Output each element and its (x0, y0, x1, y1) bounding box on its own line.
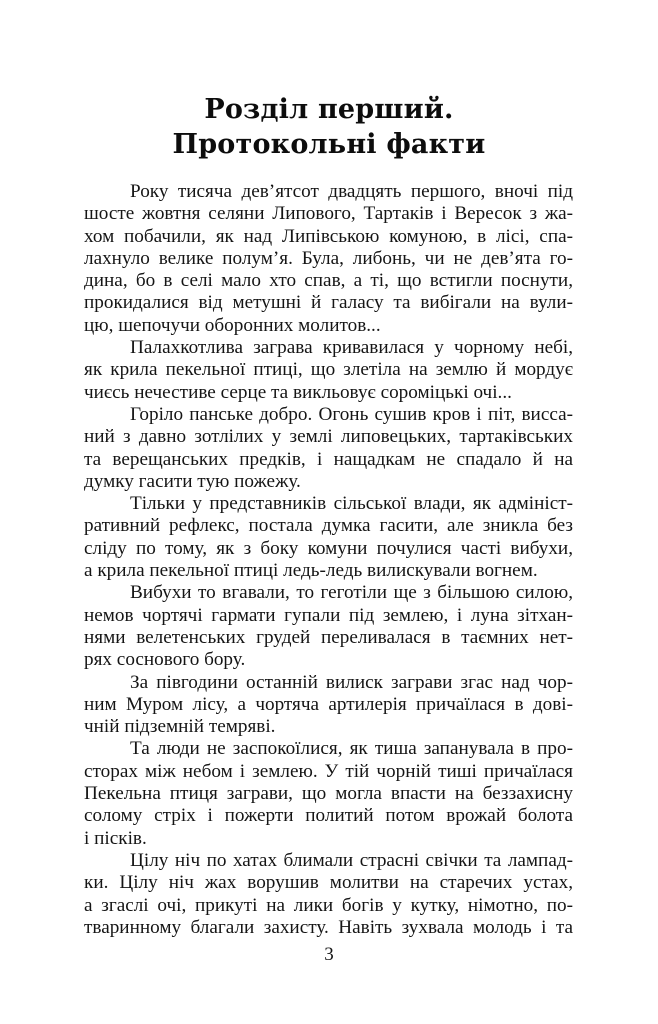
text-line: прокидалися від метушні й галасу та вибігали на вули- (84, 292, 573, 314)
text-line: а згаслі очі, прикуті на лики богів у кутку, німотно, по- (84, 894, 573, 916)
text-line: чній підземній темряві. (84, 716, 276, 738)
text-line: думку гасити тую пожежу. (84, 470, 301, 492)
paragraph-first-line: Та люди не заспокоїлися, як тиша запанувала в про- (130, 738, 573, 760)
paragraph-first-line: За півгодини останній вилиск заграви згас над чор- (130, 671, 573, 693)
text-line: тваринному благали захисту. Навіть зухвала молодь і та (84, 916, 573, 938)
text-line: Пекельна птиця заграви, що могла впасти на беззахисну (84, 783, 573, 805)
text-line: ним Муром лісу, а чортяча артилерія причаїлася в дові- (84, 693, 573, 715)
text-line: нями велетенських грудей переливалася в таємних нет- (84, 626, 573, 648)
text-line: немов чортячі гармати гупали під землею, і луна зітхан- (84, 604, 573, 626)
text-line: дина, бо в селі мало хто спав, а ті, що встигли поснути, (84, 270, 573, 292)
text-line: шосте жовтня селяни Липового, Тартаків і Вересок з жа- (84, 203, 573, 225)
paragraph-first-line: Горіло панське добро. Огонь сушив кров і піт, висса- (130, 403, 573, 425)
text-line: а крила пекельної птиці ледь-ледь вилискували вогнем. (84, 560, 538, 582)
text-line: і пісків. (84, 827, 147, 849)
chapter-body-text (84, 181, 573, 939)
text-line: ний з давно зотлілих у землі липовецьких, тартаківських (84, 426, 573, 448)
paragraph-first-line: Тільки у представників сільської влади, як адмініст- (130, 493, 573, 515)
chapter-title-line-1: Розділ перший. (204, 94, 454, 125)
text-line: сліду по тому, як з боку комуни почулися часті вибухи, (84, 537, 573, 559)
text-line: рях соснового бору. (84, 649, 246, 671)
text-line: солому стріх і пожерти политий потом врожай болота (84, 805, 573, 827)
text-line: як крила пекельної птиці, що злетіла на землю й мордує (84, 359, 573, 381)
text-line: чиєсь нечестиве серце та викльовує сороміцькі очі... (84, 381, 512, 403)
paragraph-first-line: Вибухи то вгавали, то геготіли ще з більшою силою, (130, 582, 573, 604)
paragraph-first-line: Палахкотлива заграва кривавилася у чорному небі, (130, 337, 573, 359)
text-line: ративний рефлекс, постала думка гасити, але зникла без (84, 515, 573, 537)
page-number: 3 (324, 944, 334, 965)
paragraph-first-line: Року тисяча дев’ятсот двадцять першого, вночі під (130, 181, 573, 202)
text-line: хом побачили, як над Липівською комуною, в лісі, спа- (84, 225, 573, 247)
text-line: сторах між небом і землею. У тій чорній тиші причаїлася (84, 760, 573, 782)
text-line: лахнуло велике полум’я. Була, либонь, чи не дев’ята го- (84, 247, 573, 269)
chapter-title-line-2: Протокольні факти (172, 129, 486, 160)
text-line: та верещанських предків, і нащадкам не спадало й на (84, 448, 573, 470)
text-line: цю, шепочучи оборонних молитов... (84, 314, 381, 336)
paragraph-first-line: Цілу ніч по хатах блимали страсні свічки та лампад- (130, 849, 573, 871)
text-line: ки. Цілу ніч жах ворушив молитви на старечих устах, (84, 872, 573, 894)
